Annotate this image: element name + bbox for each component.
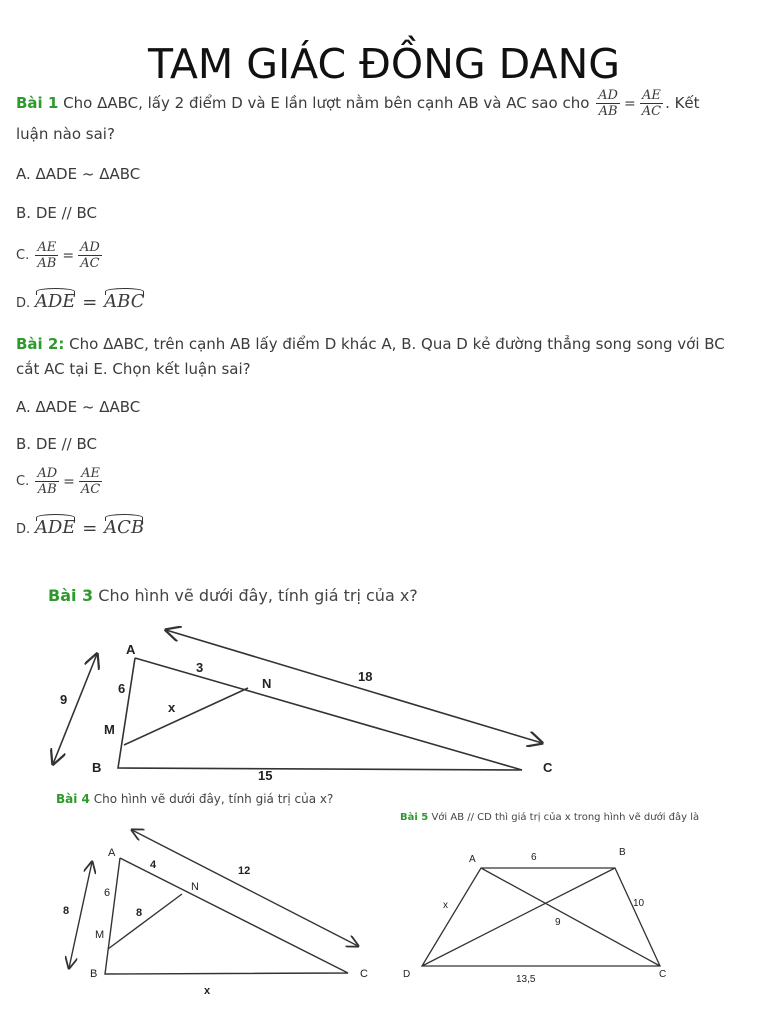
- equals-sign: =: [623, 95, 636, 112]
- bai1-option-d-prefix: D.: [16, 296, 31, 311]
- bai1-option-c-left: [35, 240, 58, 271]
- bai5-label-c: C: [659, 969, 667, 980]
- page-title: TAM GIÁC ĐỒNG DANG: [147, 40, 621, 88]
- bai3-label: Bài 3: [48, 586, 94, 605]
- bai1-frac-right-den: AC: [641, 104, 662, 119]
- bai1-option-d: [16, 288, 145, 314]
- bai1-frac-left-num: AD: [598, 88, 618, 103]
- bai3-label-m: M: [104, 722, 115, 737]
- bai2-option-d-right-angle: ACB: [104, 514, 144, 538]
- bai3-arrow-ab: [53, 654, 97, 764]
- bai4-label-c: C: [360, 968, 368, 980]
- bai1-option-c-right: [78, 240, 102, 271]
- bai1-frac-right-num: AE: [641, 88, 661, 103]
- bai2-option-c-right-num: AE: [81, 466, 101, 481]
- bai3-value-bc: 15: [258, 768, 273, 783]
- bai3-value-nc: 18: [358, 669, 373, 684]
- bai1-option-c-right-den: AC: [80, 256, 100, 271]
- bai3-value-ab: 9: [60, 692, 68, 707]
- bai4-arrow-ac: [132, 830, 358, 946]
- bai2-question: [16, 334, 725, 354]
- bai3-value-mn: x: [168, 700, 176, 715]
- bai3-value-am: 6: [118, 681, 126, 696]
- equals-sign: =: [82, 291, 98, 313]
- bai4-value-ab: 8: [63, 905, 70, 917]
- bai2-option-d-left-angle: ADE: [35, 514, 76, 538]
- bai3-arrow-ac: [166, 630, 542, 743]
- bai4-label-n: N: [191, 881, 199, 893]
- bai3-label-n: N: [262, 676, 272, 691]
- bai1-option-d-left-angle: ADE: [35, 288, 76, 312]
- bai1-option-c-prefix: C.: [16, 248, 30, 263]
- bai1-frac-left-den: AB: [598, 104, 618, 119]
- bai3-triangle: [118, 658, 522, 770]
- bai4-value-am: 6: [104, 887, 111, 899]
- bai5-label-a: A: [469, 854, 476, 865]
- bai1-option-d-right-angle: ABC: [104, 288, 144, 312]
- bai4-figure: [58, 822, 378, 1002]
- bai1-option-c: [16, 240, 104, 271]
- bai1-text: Cho ΔABC, lấy 2 điểm D và E lần lượt nằm bên cạnh AB và AC sao cho: [63, 94, 590, 112]
- bai4-value-mn: 8: [136, 907, 143, 919]
- bai5-label-b: B: [619, 847, 626, 858]
- bai5-diagonal-ac: [481, 868, 660, 966]
- bai3-figure: [40, 620, 580, 790]
- bai4-value-nc: 12: [238, 865, 251, 877]
- bai2-option-c-right-den: AC: [80, 482, 101, 497]
- bai2-option-a: A. ΔADE ~ ΔABC: [16, 398, 141, 416]
- bai1-text-line2: luận nào sai?: [16, 125, 115, 143]
- bai2-option-d: [16, 514, 144, 540]
- bai4-value-bc: x: [204, 985, 211, 997]
- bai5-value-dc: 13,5: [516, 974, 536, 985]
- bai2-option-c-right: [79, 466, 102, 497]
- bai3-value-an: 3: [196, 660, 204, 675]
- bai2-option-d-prefix: D.: [16, 522, 31, 537]
- bai4-segment-mn: [108, 894, 182, 949]
- bai2-option-c-left-num: AD: [37, 466, 58, 481]
- bai3-question: [48, 586, 418, 605]
- bai4-label-a: A: [108, 847, 116, 859]
- equals-sign: =: [62, 247, 75, 264]
- equals-sign: =: [63, 473, 75, 490]
- bai1-option-a: A. ΔADE ~ ΔABC: [16, 165, 141, 183]
- bai4-value-an: 4: [150, 859, 157, 871]
- bai3-text: Cho hình vẽ dưới đây, tính giá trị của x?: [98, 586, 418, 605]
- bai4-arrow-ab: [69, 862, 92, 968]
- bai3-label-c: C: [543, 760, 553, 775]
- bai4-question: [56, 792, 333, 806]
- bai3-label-b: B: [92, 760, 102, 775]
- bai1-frac-right: [640, 88, 663, 119]
- bai1-option-c-left-num: AE: [37, 240, 57, 255]
- bai2-text: Cho ΔABC, trên cạnh AB lấy điểm D khác A, B. Qua D kẻ đường thẳng song song với BC: [69, 335, 725, 353]
- bai5-value-oc: 9: [555, 917, 561, 928]
- bai5-value-bc: 10: [633, 898, 645, 909]
- bai1-option-c-left-den: AB: [37, 256, 57, 271]
- bai3-segment-mn: [124, 688, 248, 745]
- bai1-label: Bài 1: [16, 94, 59, 112]
- bai5-text: Với AB // CD thì giá trị của x trong hình vẽ dưới đây là: [431, 812, 700, 823]
- bai5-value-ab: 6: [531, 852, 537, 863]
- bai5-question: [400, 812, 699, 823]
- bai2-text-line2: cắt AC tại E. Chọn kết luận sai?: [16, 360, 251, 378]
- bai5-label: Bài 5: [400, 812, 429, 823]
- bai4-label-m: M: [95, 929, 105, 941]
- bai2-option-c-left-den: AB: [37, 482, 57, 497]
- bai4-label: Bài 4: [56, 792, 90, 806]
- bai3-label-a: A: [126, 642, 136, 657]
- bai2-option-b: B. DE // BC: [16, 435, 97, 453]
- bai5-figure: [395, 838, 695, 998]
- equals-sign: =: [82, 517, 98, 539]
- bai4-label-b: B: [90, 968, 98, 980]
- bai2-option-c-left: [35, 466, 59, 497]
- bai2-label: Bài 2:: [16, 335, 65, 353]
- bai1-text-after: . Kết: [665, 94, 700, 112]
- bai5-value-ad: x: [443, 900, 448, 911]
- bai2-option-c: [16, 466, 104, 497]
- bai2-option-c-prefix: C.: [16, 474, 30, 489]
- bai1-option-c-right-num: AD: [80, 240, 100, 255]
- bai1-option-b: B. DE // BC: [16, 204, 97, 222]
- bai1-frac-left: [596, 88, 620, 119]
- bai1-question: [16, 88, 700, 119]
- bai5-label-d: D: [403, 969, 411, 980]
- bai4-text: Cho hình vẽ dưới đây, tính giá trị của x?: [93, 792, 334, 806]
- bai5-trapezoid: [422, 868, 660, 966]
